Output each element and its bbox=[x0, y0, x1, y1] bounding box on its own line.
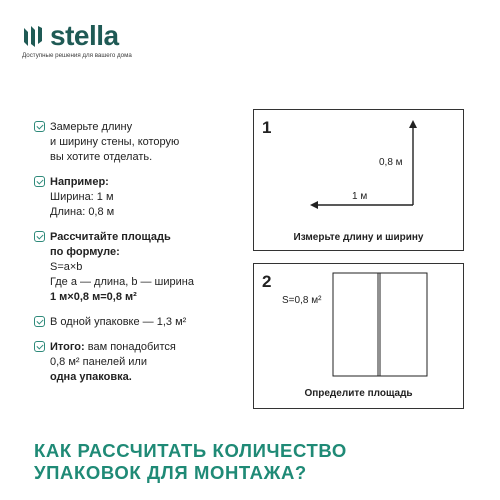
step-item bbox=[34, 315, 234, 330]
step-line bbox=[50, 150, 234, 165]
step-text: Рассчитайте площадь bbox=[50, 231, 171, 243]
panel-number: 1 bbox=[262, 118, 272, 137]
measure-panel bbox=[253, 109, 464, 251]
step-text: Где a — длина, b — ширина bbox=[50, 276, 194, 288]
step-line bbox=[50, 340, 234, 355]
step-line bbox=[50, 315, 234, 330]
checkbox-check-icon bbox=[34, 341, 45, 352]
panel-caption: Измерьте длину и ширину bbox=[293, 232, 424, 243]
panel-caption: Определите площадь bbox=[304, 388, 413, 399]
step-text: 1 м×0,8 м=0,8 м² bbox=[50, 291, 137, 303]
logo-mark-icon bbox=[22, 24, 44, 48]
step-text: Например: bbox=[50, 176, 109, 188]
width-label: 1 м bbox=[352, 191, 368, 202]
step-text: Итого: bbox=[50, 341, 85, 353]
step-text: одна упаковка. bbox=[50, 371, 132, 383]
step-text: 0,8 м² панелей или bbox=[50, 356, 147, 368]
steps-list bbox=[34, 120, 234, 395]
panel-number: 2 bbox=[262, 272, 272, 291]
step-line bbox=[50, 275, 234, 290]
step-line bbox=[50, 190, 234, 205]
step-item bbox=[34, 175, 234, 220]
checkbox-check-icon bbox=[34, 316, 45, 327]
step-line bbox=[50, 260, 234, 275]
step-text: вам понадобится bbox=[84, 341, 176, 353]
brand-logo bbox=[22, 20, 132, 59]
step-line bbox=[50, 205, 234, 220]
brand-tagline: Доступные решения для вашего дома bbox=[22, 52, 132, 59]
area-label: S=0,8 м² bbox=[282, 295, 322, 306]
step-line bbox=[50, 120, 234, 135]
step-item bbox=[34, 340, 234, 385]
brand-name: stella bbox=[50, 20, 119, 51]
step-text: В одной упаковке — 1,3 м² bbox=[50, 316, 187, 328]
step-text: Ширина: 1 м bbox=[50, 191, 114, 203]
step-text: по формуле: bbox=[50, 246, 120, 258]
width-arrow-head bbox=[310, 201, 318, 209]
step-line bbox=[50, 135, 234, 150]
step-item bbox=[34, 120, 234, 165]
checkbox-check-icon bbox=[34, 231, 45, 242]
step-text: вы хотите отделать. bbox=[50, 151, 153, 163]
title-line-1: КАК РАССЧИТАТЬ КОЛИЧЕСТВО bbox=[34, 440, 347, 461]
page-title bbox=[34, 440, 347, 484]
step-text: Длина: 0,8 м bbox=[50, 206, 115, 218]
step-line bbox=[50, 290, 234, 305]
checkbox-check-icon bbox=[34, 121, 45, 132]
step-line bbox=[50, 370, 234, 385]
area-panel bbox=[253, 263, 464, 409]
checkbox-check-icon bbox=[34, 176, 45, 187]
step-text: S=a×b bbox=[50, 261, 83, 273]
step-line bbox=[50, 175, 234, 190]
title-line-2: УПАКОВОК ДЛЯ МОНТАЖА? bbox=[34, 462, 307, 483]
step-item bbox=[34, 230, 234, 305]
step-text: Замерьте длину bbox=[50, 121, 133, 133]
height-label: 0,8 м bbox=[379, 157, 403, 168]
step-text: и ширину стены, которую bbox=[50, 136, 180, 148]
step-line bbox=[50, 355, 234, 370]
height-arrow-head bbox=[409, 120, 417, 128]
measure-diagram bbox=[254, 110, 465, 252]
step-line bbox=[50, 245, 234, 260]
step-line bbox=[50, 230, 234, 245]
